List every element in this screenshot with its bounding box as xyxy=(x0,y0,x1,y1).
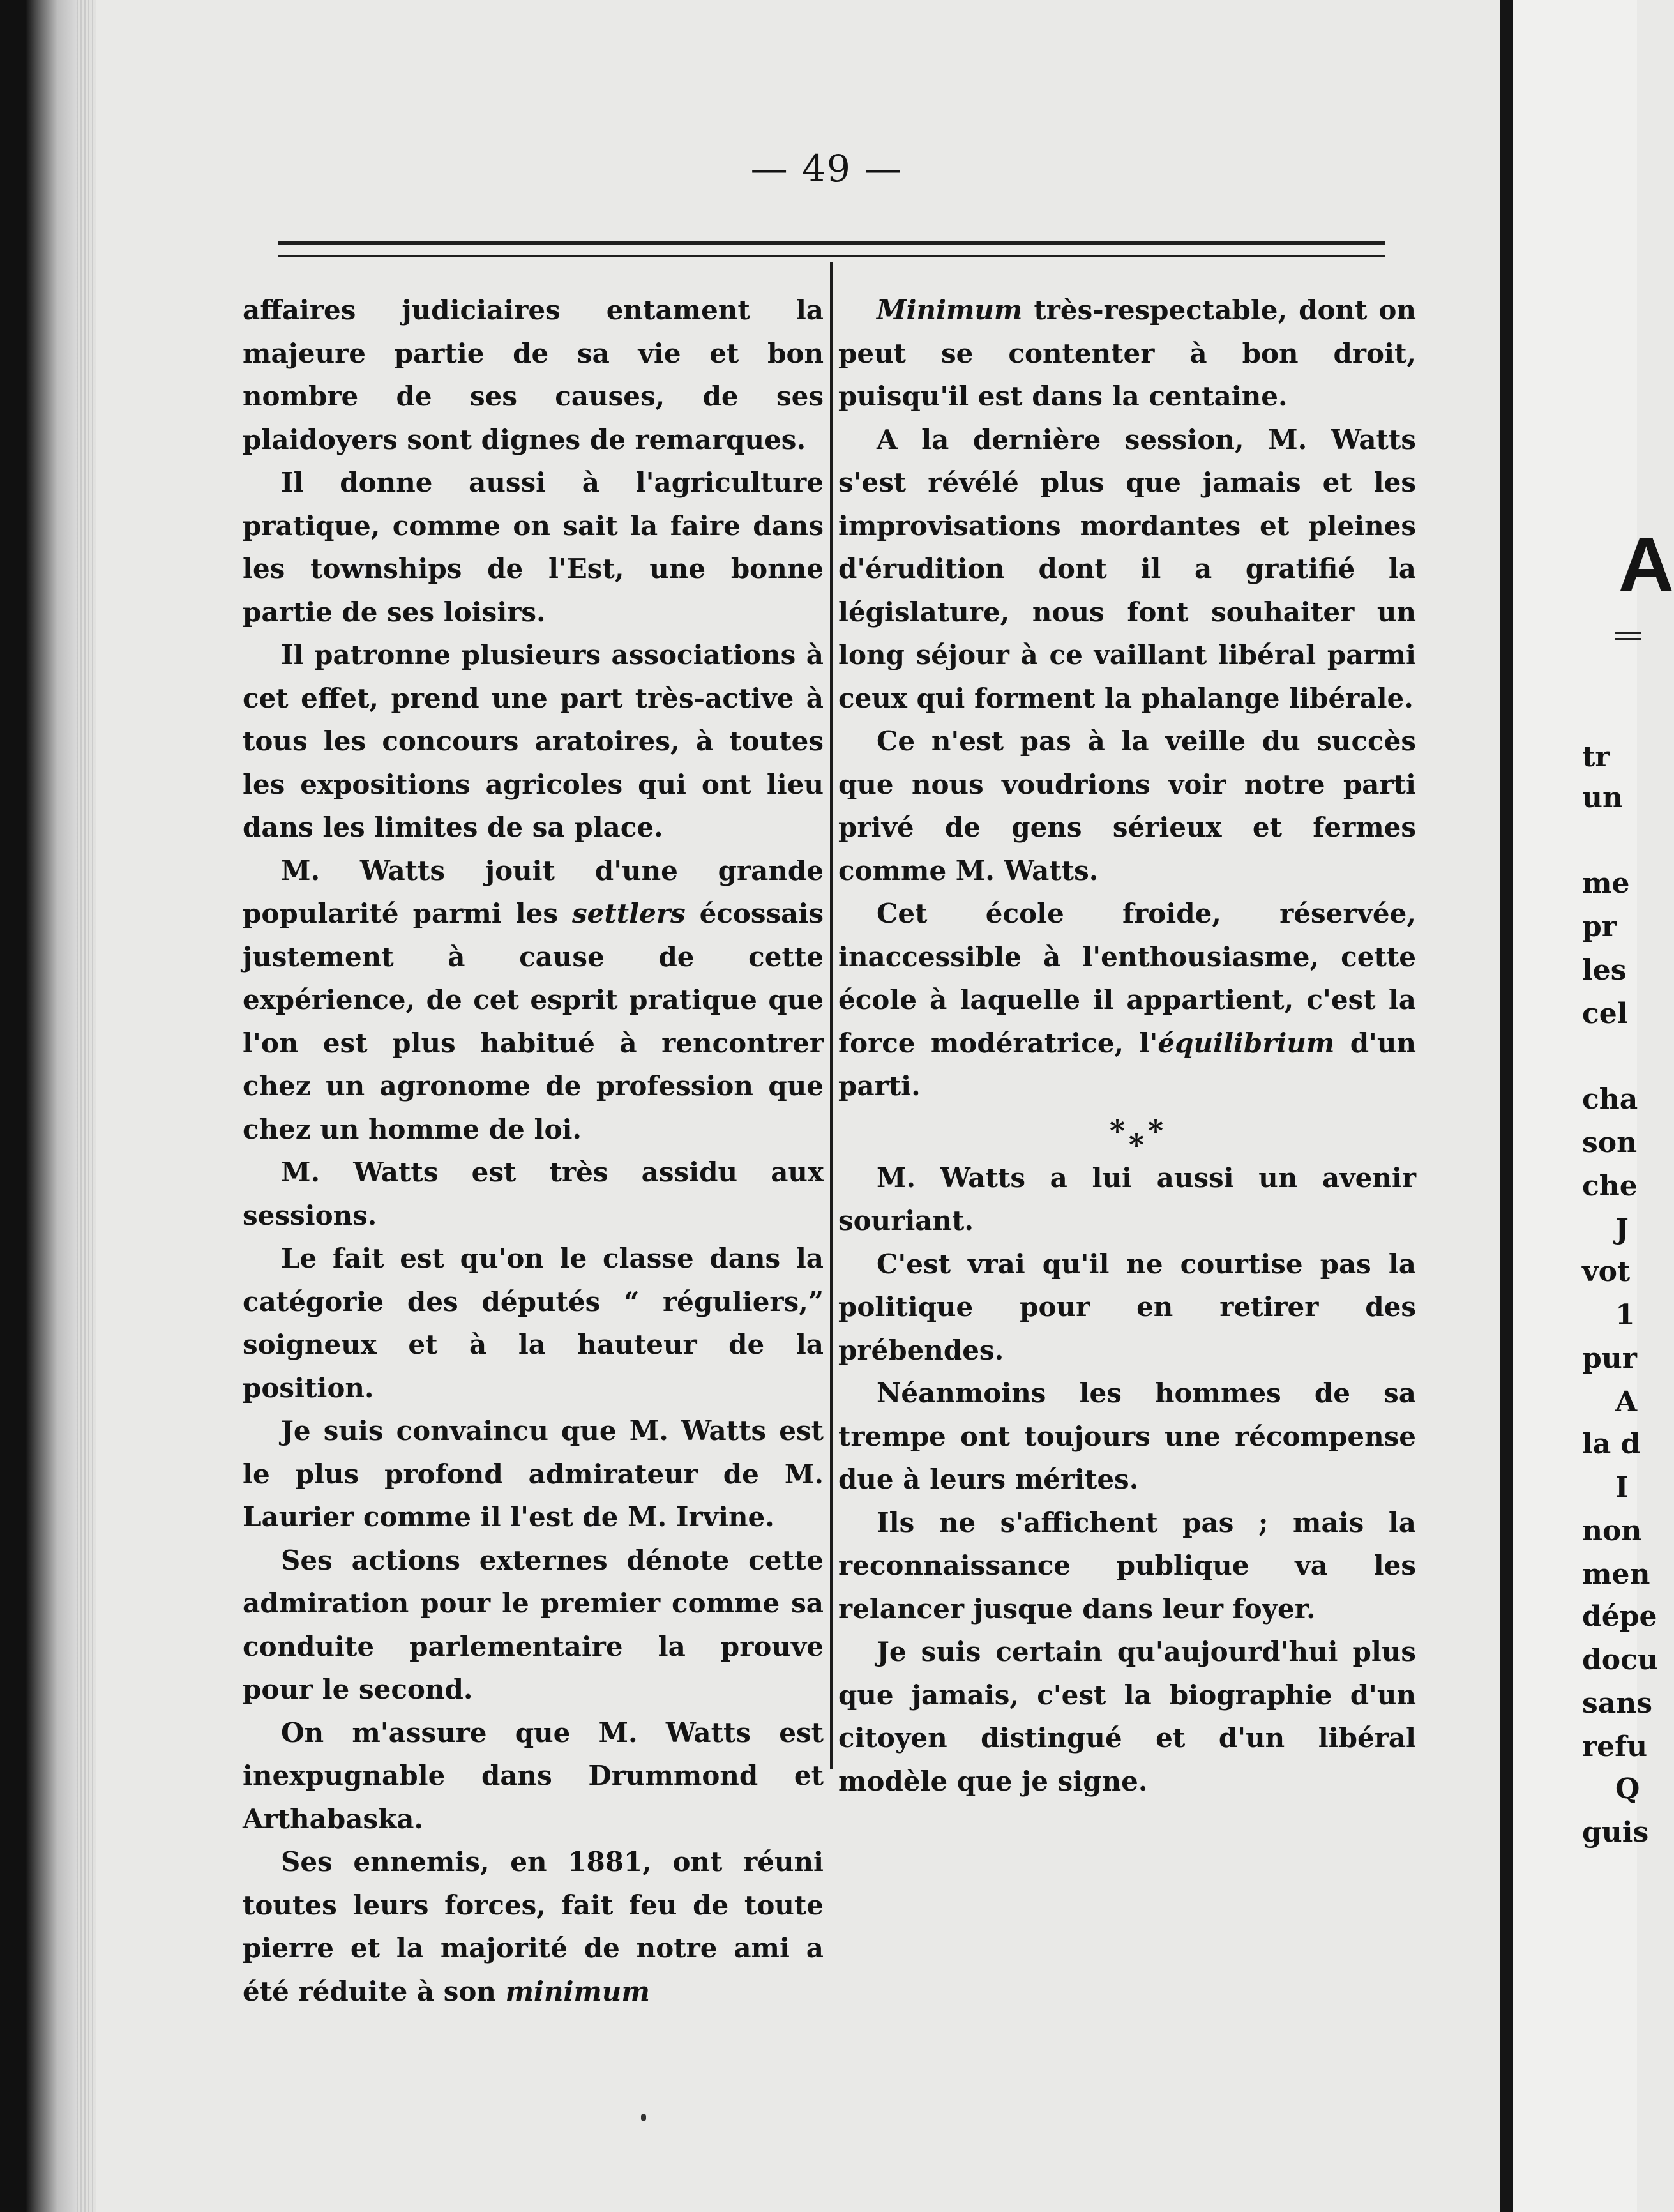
paragraph: Il donne aussi à l'agriculture pratique, comme on sait la faire dans les townships de l'Est, une bonne partie de ses loisirs. xyxy=(243,467,824,628)
column-divider xyxy=(830,262,833,1769)
facing-page-fragment: 1 xyxy=(1615,1299,1635,1331)
facing-page-fragment: la d xyxy=(1582,1428,1641,1460)
facing-page-fragment: pur xyxy=(1582,1342,1637,1375)
facing-page-fragment: guis xyxy=(1582,1816,1649,1849)
facing-page-fragment: les xyxy=(1582,954,1627,987)
ink-speck xyxy=(641,2114,646,2121)
facing-page-fragment: refu xyxy=(1582,1731,1648,1763)
paragraph: C'est vrai qu'il ne courtise pas la politique pour en retirer des prébendes. xyxy=(838,1248,1416,1366)
facing-page-fragment: un xyxy=(1582,782,1623,814)
paragraph xyxy=(243,849,824,1151)
paragraph xyxy=(838,892,1416,1108)
text-run: Cet école froide, réservée, inaccessible à l'enthousiasme, cette école à laquelle il appartient, c'est la force modératrice, l' xyxy=(838,898,1416,1059)
paragraph: Ils ne s'affichent pas ; mais la reconnaissance publique va les relancer jusque dans leur foyer. xyxy=(838,1506,1416,1625)
page-stack-edge xyxy=(77,0,96,2212)
left-column xyxy=(243,289,824,2013)
italic-term: minimum xyxy=(505,1975,650,2007)
italic-term: équilibrium xyxy=(1157,1027,1335,1059)
paragraph: Néanmoins les hommes de sa trempe ont toujours une récompense due à leurs mérites. xyxy=(838,1377,1416,1495)
paragraph: Le fait est qu'on le classe dans la catégorie des députés “ réguliers,” soigneux et à la hauteur de la position. xyxy=(243,1243,824,1404)
facing-page-fragment: me xyxy=(1582,867,1630,900)
facing-page-fragment: tr xyxy=(1582,741,1610,773)
facing-page-fragment: vot xyxy=(1582,1255,1631,1288)
italic-term: Minimum xyxy=(877,294,1023,326)
facing-page-fragment: pr xyxy=(1582,911,1617,943)
header-rule-right xyxy=(782,241,1385,257)
text-run: M. Watts jouit d'une grande popularité parmi les xyxy=(243,854,824,929)
header-rule-left xyxy=(278,241,782,257)
facing-page-fragment: Q xyxy=(1615,1773,1640,1805)
paragraph: M. Watts a lui aussi un avenir souriant. xyxy=(838,1162,1416,1236)
facing-page-fragment: sans xyxy=(1582,1687,1653,1720)
paragraph: Je suis certain qu'aujourd'hui plus que jamais, c'est la biographie d'un citoyen distingué et d'un libéral modèle que je signe. xyxy=(838,1636,1416,1797)
paragraph: affaires judiciaires entament la majeure partie de sa vie et bon nombre de ses causes, de ses plaidoyers sont dignes de remarques. xyxy=(243,294,824,455)
facing-page xyxy=(1513,0,1674,2212)
facing-page-fragment: J xyxy=(1615,1213,1629,1246)
paragraph xyxy=(838,289,1416,418)
text-run: écossais justement à cause de cette expérience, de cet esprit pratique que l'on est plus habitué à rencontrer chez un agronome de profession que chez un homme de loi. xyxy=(243,898,824,1145)
facing-page-fragment: cel xyxy=(1582,997,1628,1030)
paragraph: Ses actions externes dénote cette admiration pour le premier comme sa conduite parlementaire la prouve pour le second. xyxy=(243,1544,824,1705)
italic-term: settlers xyxy=(571,898,686,929)
right-column xyxy=(838,289,1416,1803)
facing-page-fragment: non xyxy=(1582,1515,1642,1547)
facing-page-rule xyxy=(1615,632,1641,640)
paragraph: Je suis convaincu que M. Watts est le plus profond admirateur de M. Laurier comme il l'est de M. Irvine. xyxy=(243,1415,824,1533)
paragraph: Il patronne plusieurs associations à cet effet, prend une part très-active à tous les concours aratoires, à toutes les expositions agricoles qui ont lieu dans les limites de sa place. xyxy=(243,639,824,843)
paragraph: M. Watts est très assidu aux sessions. xyxy=(243,1156,824,1231)
facing-page-fragment: docu xyxy=(1582,1644,1658,1676)
asterisk: * xyxy=(1148,1113,1164,1148)
facing-page-initial: A xyxy=(1618,522,1674,607)
asterisk: * xyxy=(1129,1127,1145,1162)
text-run: d'un parti. xyxy=(838,1027,1416,1102)
paragraph xyxy=(243,1840,824,2013)
facing-page-fragment: son xyxy=(1582,1126,1638,1159)
paragraph: On m'assure que M. Watts est inexpugnable dans Drummond et Arthabaska. xyxy=(243,1716,824,1835)
page-number: — 49 — xyxy=(750,147,903,190)
facing-page-fragment: cha xyxy=(1582,1083,1638,1116)
asterisk: * xyxy=(1110,1113,1126,1148)
facing-page-fragment: I xyxy=(1615,1471,1629,1504)
paragraph: Ce n'est pas à la veille du succès que nous voudrions voir notre parti privé de gens sérieux et fermes comme M. Watts. xyxy=(838,725,1416,886)
facing-page-fragment: che xyxy=(1582,1170,1638,1202)
facing-page-fragment: A xyxy=(1615,1386,1638,1418)
asterism-separator xyxy=(838,1112,1416,1162)
paragraph: A la dernière session, M. Watts s'est révélé plus que jamais et les improvisations mordantes et pleines d'érudition dont il a gratifié la législature, nous font souhaiter un long séjour à ce vaillant libéral parmi ceux qui forment la phalange libérale. xyxy=(838,423,1416,714)
text-run: très-respectable, dont on peut se contenter à bon droit, puisqu'il est dans la centaine. xyxy=(838,294,1416,412)
page-boundary-shadow xyxy=(1500,0,1513,2212)
text-run: Ses ennemis, en 1881, ont réuni toutes leurs forces, fait feu de toute pierre et la majorité de notre ami a été réduite à son xyxy=(243,1846,824,2007)
facing-page-fragment: men xyxy=(1582,1558,1650,1591)
facing-page-fragment: dépe xyxy=(1582,1600,1657,1633)
